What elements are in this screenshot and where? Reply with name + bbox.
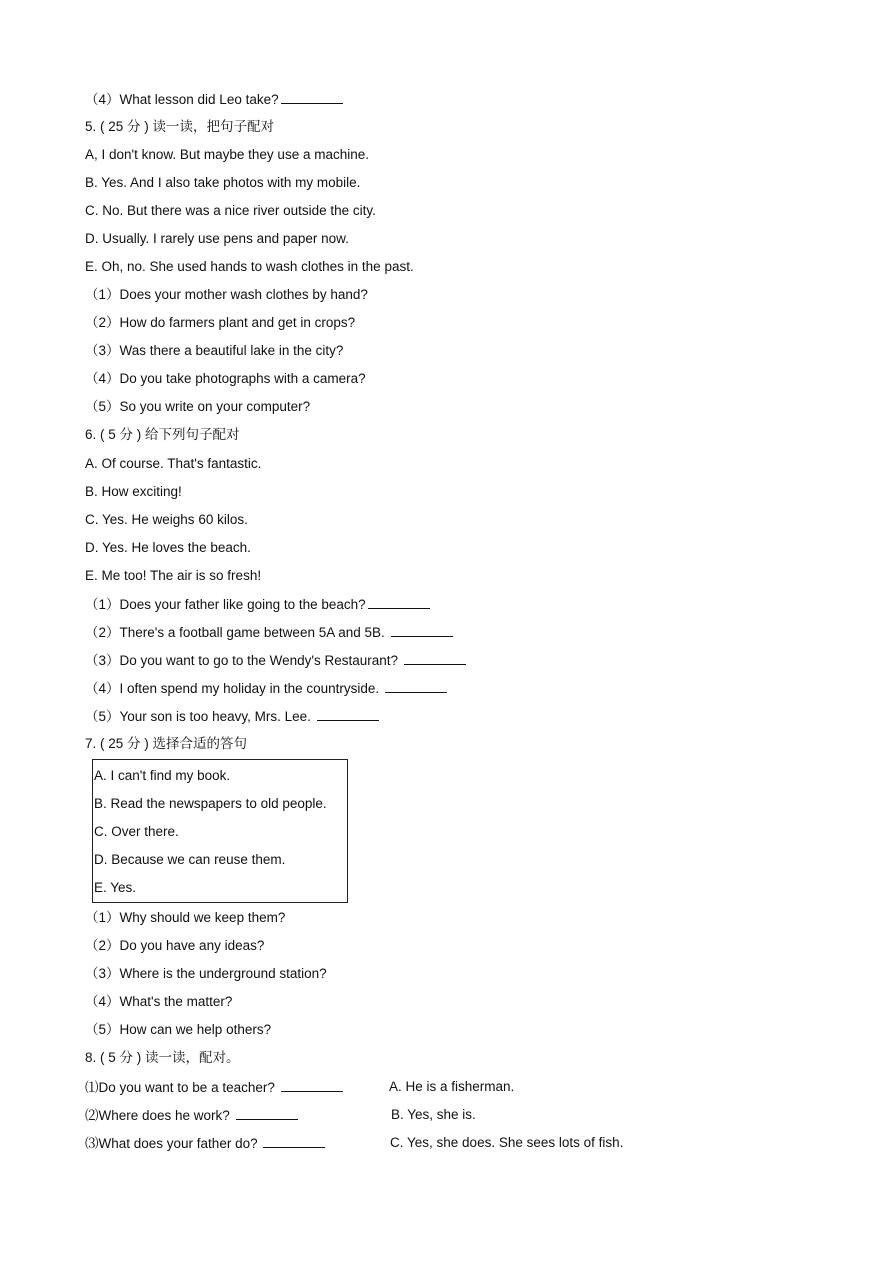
q7-question-3: （3）Where is the underground station?: [85, 966, 327, 981]
q5-option-d: D. Usually. I rarely use pens and paper now.: [85, 231, 349, 246]
q7-question-5: （5）How can we help others?: [85, 1022, 272, 1037]
q5-option-a: A, I don't know. But maybe they use a machine.: [85, 147, 369, 162]
q7-option-a: A. I can't find my book.: [94, 768, 231, 783]
q6-question-2: （2）There's a football game between 5A and 5B.: [85, 624, 453, 641]
answer-blank[interactable]: [391, 624, 453, 637]
q8-answer-a: A. He is a fisherman.: [389, 1079, 515, 1094]
q7-question-1: （1）Why should we keep them?: [85, 910, 286, 925]
answer-blank[interactable]: [281, 1079, 343, 1092]
q8-question-2: ⑵Where does he work?: [85, 1107, 298, 1124]
q7-options-box: [92, 759, 348, 903]
q5-question-3: （3）Was there a beautiful lake in the city?: [85, 343, 344, 358]
q7-option-d: D. Because we can reuse them.: [94, 852, 286, 867]
q6-question-5: （5）Your son is too heavy, Mrs. Lee.: [85, 708, 379, 725]
q6-option-b: B. How exciting!: [85, 484, 182, 499]
q6-heading: 6. ( 5 分 ) 给下列句子配对: [85, 427, 240, 442]
question-4-line: （4）What lesson did Leo take?: [85, 91, 343, 108]
q5-heading: 5. ( 25 分 ) 读一读，把句子配对: [85, 119, 275, 134]
q7-option-e: E. Yes.: [94, 880, 137, 895]
q5-question-2: （2）How do farmers plant and get in crops?: [85, 315, 356, 330]
q5-question-4: （4）Do you take photographs with a camera?: [85, 371, 366, 386]
q6-question-1: （1）Does your father like going to the beach?: [85, 596, 430, 613]
q5-question-5: （5）So you write on your computer?: [85, 399, 311, 414]
answer-blank[interactable]: [385, 680, 447, 693]
q8-answer-b: B. Yes, she is.: [391, 1107, 476, 1122]
q8-heading: 8. ( 5 分 ) 读一读，配对。: [85, 1050, 240, 1065]
q6-option-a: A. Of course. That's fantastic.: [85, 456, 262, 471]
q8-answer-c: C. Yes, she does. She sees lots of fish.: [390, 1135, 624, 1150]
answer-blank[interactable]: [404, 652, 466, 665]
answer-blank[interactable]: [236, 1107, 298, 1120]
q5-option-e: E. Oh, no. She used hands to wash clothes in the past.: [85, 259, 414, 274]
q5-option-c: C. No. But there was a nice river outside the city.: [85, 203, 376, 218]
q6-option-e: E. Me too! The air is so fresh!: [85, 568, 262, 583]
answer-blank[interactable]: [368, 596, 430, 609]
answer-blank[interactable]: [281, 91, 343, 104]
q7-option-c: C. Over there.: [94, 824, 179, 839]
q6-question-3: （3）Do you want to go to the Wendy's Restaurant?: [85, 652, 466, 669]
q6-question-4: （4）I often spend my holiday in the countryside.: [85, 680, 447, 697]
q5-option-b: B. Yes. And I also take photos with my mobile.: [85, 175, 361, 190]
q7-question-4: （4）What's the matter?: [85, 994, 233, 1009]
q7-option-b: B. Read the newspapers to old people.: [94, 796, 327, 811]
q8-question-1: ⑴Do you want to be a teacher?: [85, 1079, 343, 1096]
q5-question-1: （1）Does your mother wash clothes by hand?: [85, 287, 368, 302]
q8-question-3: ⑶What does your father do?: [85, 1135, 325, 1152]
q6-option-d: D. Yes. He loves the beach.: [85, 540, 251, 555]
answer-blank[interactable]: [317, 708, 379, 721]
answer-blank[interactable]: [263, 1135, 325, 1148]
q7-heading: 7. ( 25 分 ) 选择合适的答句: [85, 736, 248, 751]
q7-question-2: （2）Do you have any ideas?: [85, 938, 265, 953]
q6-option-c: C. Yes. He weighs 60 kilos.: [85, 512, 248, 527]
